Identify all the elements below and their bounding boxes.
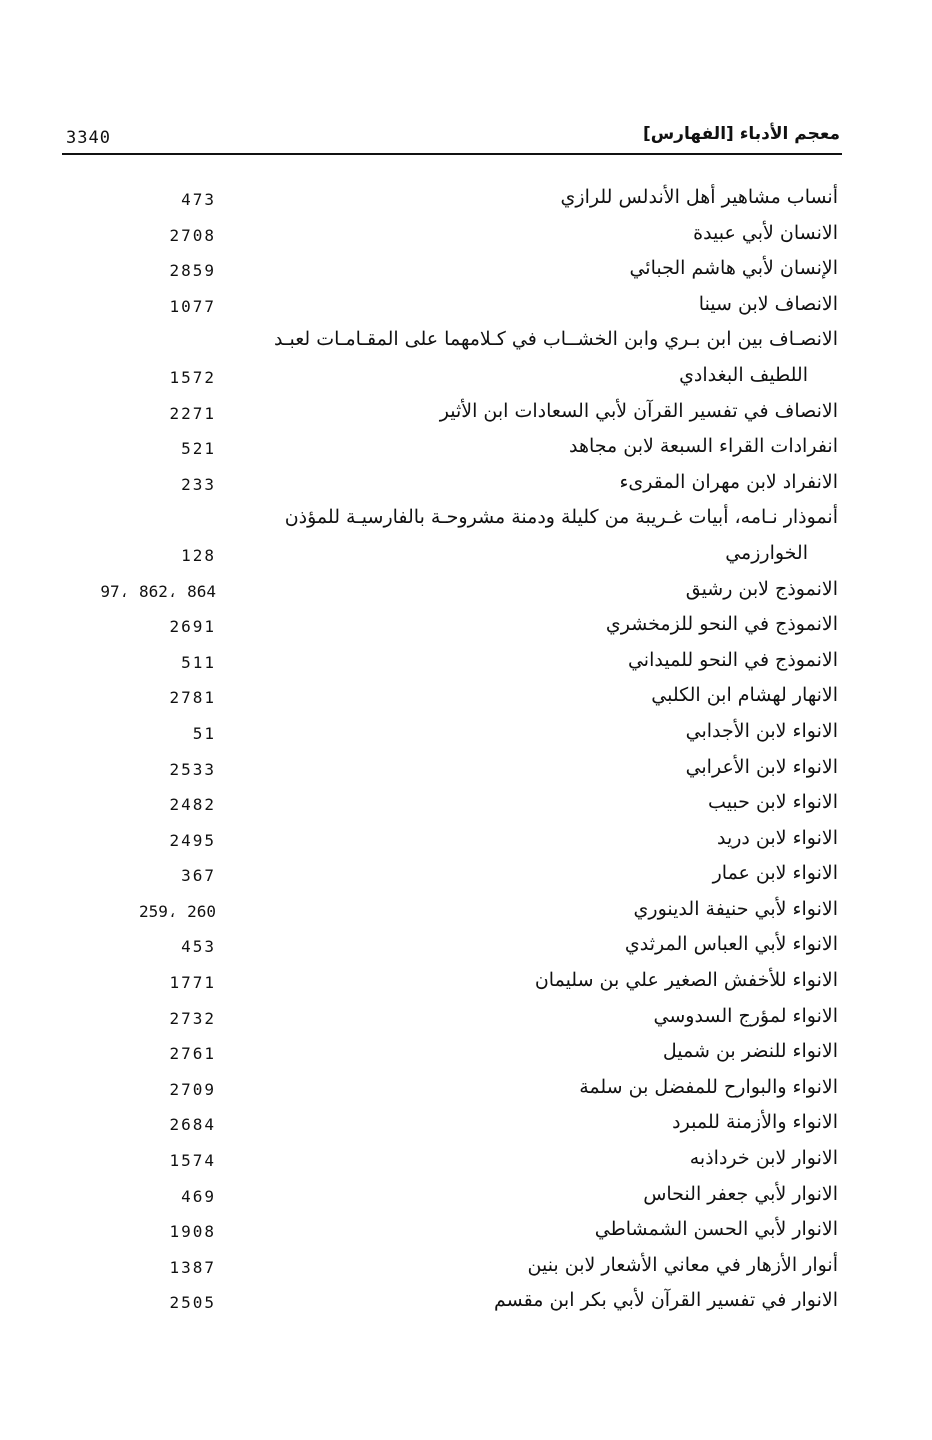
entry-pages: 2505 [169,1293,216,1313]
index-entry [0,965,932,1001]
entry-pages: 2708 [169,225,216,245]
entry-title: أنوار الأزهار في معاني الأشعار لابن بنين [527,1253,838,1276]
entry-title: الانوار لأبي الحسن الشمشاطي [594,1218,838,1241]
entry-title: الانصاف في تفسير القرآن لأبي السعادات ابن الأثير [439,399,838,422]
entry-pages: 97، 862، 864 [100,581,216,601]
entry-pages: 2761 [169,1044,216,1064]
index-entry [0,182,932,218]
entry-pages: 233 [181,474,216,494]
entry-title: اللطيف البغدادي [679,363,808,386]
index-entry [0,502,932,538]
entry-pages: 2781 [169,688,216,708]
entry-title: الانصاف لابن سينا [698,292,838,315]
entry-pages: 469 [181,1186,216,1206]
entry-pages: 473 [181,190,216,209]
entry-title: الانصـاف بين ابن بـري وابن الخشــاب في كـلامهما على المقـامـات لعبـد [273,328,838,351]
entry-pages: 511 [181,652,216,672]
entry-pages: 1908 [169,1222,216,1242]
page-number: 3340 [66,128,111,148]
entry-pages: 128 [181,545,216,565]
entry-pages: 2709 [169,1079,216,1099]
index-entry [0,396,932,432]
entry-title: الانواء والبوارح للمفضل بن سلمة [579,1075,838,1098]
entry-title: الانواء للأخفش الصغير علي بن سليمان [534,969,838,992]
entry-title: الانفراد لابن مهران المقرىء [619,470,838,493]
entry-title: الإنسان لأبي هاشم الجبائي [629,257,838,280]
index-entry [0,253,932,289]
index-entry [0,645,932,681]
index-entry [0,929,932,965]
entry-pages: 2482 [169,795,216,815]
entry-title: الانوار في تفسير القرآن لأبي بكر ابن مقسم [494,1289,838,1312]
index-entry [0,218,932,254]
entry-pages: 1771 [169,973,216,993]
index-entry [0,858,932,894]
index-entry [0,1250,932,1286]
index-entries [0,182,932,1321]
entry-pages: 259، 260 [138,901,216,921]
header-rule [62,153,842,155]
entry-pages: 367 [181,866,216,886]
entry-title: الانموذج في النحو للزمخشري [605,613,838,636]
entry-title: الانوار لابن خرداذبه [689,1147,838,1170]
entry-pages: 453 [181,937,216,957]
index-entry [0,1107,932,1143]
entry-pages: 1572 [169,367,216,387]
index-entry [0,787,932,823]
entry-title: الانواء والأزمنة للمبرد [672,1111,838,1134]
index-entry [0,1001,932,1037]
entry-title: الخوارزمي [725,541,808,564]
index-entry [0,467,932,503]
entry-title: أنساب مشاهير أهل الأندلس للرازي [560,186,838,208]
entry-title: الانواء لابن عمار [712,862,838,885]
entry-pages: 2271 [169,403,216,423]
index-entry [0,894,932,930]
entry-pages: 2684 [169,1115,216,1135]
entry-title: الانواء للنضر بن شميل [662,1040,838,1063]
index-entry [0,609,932,645]
entry-title: الانواء لابن الأعرابي [685,755,838,778]
entry-pages: 2859 [169,261,216,281]
entry-title: الانواء لمؤرج السدوسي [653,1004,838,1027]
index-entry [0,1143,932,1179]
index-entry [0,1214,932,1250]
index-entry [0,574,932,610]
entry-title: الانواء لابن دريد [717,826,838,849]
entry-pages: 2533 [169,759,216,779]
entry-title: أنموذار نـامه، أبيات غـريبة من كليلة ودمنة مشروحـة بالفارسيـة للمؤذن [284,506,838,529]
entry-pages: 521 [181,439,216,459]
index-entry [0,1179,932,1215]
entry-title: الانواء لأبي العباس المرثدي [624,933,838,956]
entry-pages: 2691 [169,617,216,637]
entry-title: الانموذج في النحو للميداني [627,648,838,671]
entry-pages: 1077 [169,296,216,316]
running-head: معجم الأدباء [الفهارس] [642,124,840,144]
index-entry [0,538,932,574]
entry-title: انفرادات القراء السبعة لابن مجاهد [568,435,838,458]
index-entry [0,360,932,396]
index-entry [0,324,932,360]
index-entry [0,431,932,467]
entry-pages: 1574 [169,1151,216,1171]
entry-pages: 2495 [169,830,216,850]
entry-title: الانوار لأبي جعفر النحاس [643,1182,838,1205]
entry-pages: 51 [192,723,216,743]
index-entry [0,716,932,752]
index-entry [0,752,932,788]
index-entry [0,1036,932,1072]
index-entry [0,823,932,859]
entry-pages: 2732 [169,1008,216,1028]
index-entry [0,1285,932,1321]
entry-title: الانواء لابن حبيب [708,791,838,814]
index-entry [0,680,932,716]
index-entry [0,289,932,325]
index-entry [0,1072,932,1108]
entry-title: الانهار لهشام ابن الكلبي [651,684,838,707]
entry-title: الانسان لأبي عبيدة [693,221,838,244]
entry-title: الانواء لأبي حنيفة الدينوري [633,897,838,920]
entry-title: الانموذج لابن رشيق [685,577,838,600]
entry-pages: 1387 [169,1257,216,1277]
entry-title: الانواء لابن الأجدابي [685,719,838,742]
